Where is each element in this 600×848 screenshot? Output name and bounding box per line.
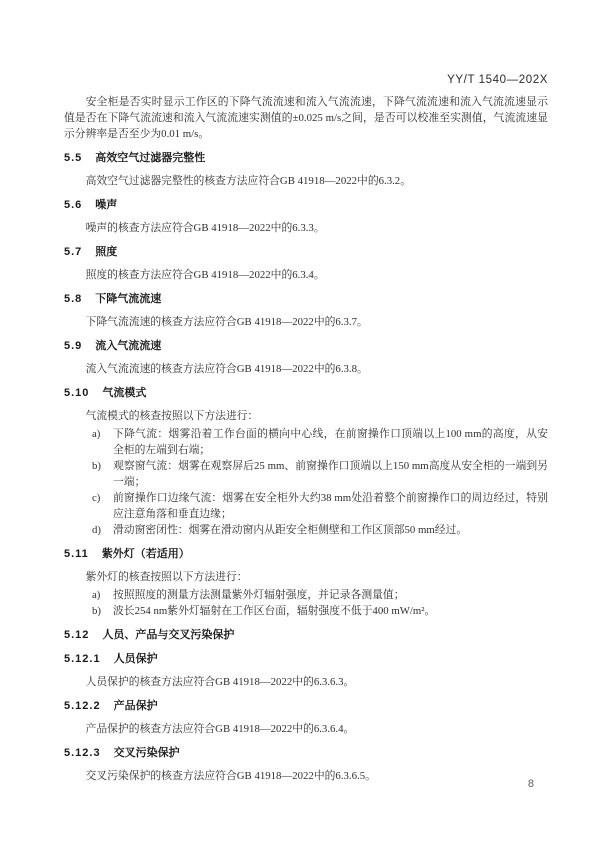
list-item-marker: d)	[92, 524, 101, 536]
section-number: 5.8	[64, 293, 83, 305]
section-paragraph: 紫外灯的核查按照以下方法进行：	[85, 571, 248, 583]
section-number: 5.10	[64, 387, 90, 399]
list-item-text: 按照照度的测量方法测量紫外灯辐射强度，并记录各测量值；	[113, 589, 405, 601]
section-heading-5.12	[64, 627, 548, 643]
section-heading-5.7	[64, 244, 548, 260]
page-number: 8	[527, 778, 534, 790]
section-number: 5.7	[64, 246, 83, 258]
method-list	[64, 587, 548, 619]
section-paragraph: 交叉污染保护的核查方法应符合GB 41918—2022中的6.3.6.5。	[85, 770, 376, 782]
section-paragraph: 流入气流流速的核查方法应符合GB 41918—2022中的6.3.8。	[85, 363, 368, 375]
section-title: 紫外灯（若适用）	[101, 548, 190, 560]
section-heading-5.10	[64, 385, 548, 401]
section-number: 5.12.3	[64, 747, 101, 759]
section-number: 5.12	[64, 629, 90, 641]
list-item	[64, 603, 548, 619]
list-item-text: 下降气流：烟雾沿着工作台面的横向中心线，在前窗操作口顶端以上100 mm的高度，从安全柜的左端到右端；	[113, 428, 548, 456]
list-item-marker: a)	[92, 428, 101, 440]
doc-number: YY/T 1540—202X	[447, 74, 548, 86]
section-heading-5.5	[64, 150, 548, 166]
list-item-marker: c)	[92, 492, 101, 504]
section-number: 5.6	[64, 199, 83, 211]
page-header	[64, 72, 548, 88]
list-item	[64, 522, 548, 538]
section-paragraph: 照度的核查方法应符合GB 41918—2022中的6.3.4。	[85, 269, 325, 281]
section-title: 人员保护	[113, 653, 158, 665]
section-number: 5.5	[64, 152, 83, 164]
section-paragraph: 人员保护的核查方法应符合GB 41918—2022中的6.3.6.3。	[85, 676, 355, 688]
list-item	[64, 458, 548, 490]
section-title: 高效空气过滤器完整性	[95, 152, 206, 164]
list-item-marker: b)	[92, 605, 101, 617]
list-item	[64, 490, 548, 522]
section-paragraph: 高效空气过滤器完整性的核查方法应符合GB 41918—2022中的6.3.2。	[85, 175, 412, 187]
section-title: 产品保护	[113, 700, 158, 712]
section-heading-5.12.2	[64, 698, 548, 714]
list-item-text: 滑动窗密闭性：烟雾在滑动窗内从距安全柜侧壁和工作区顶部50 mm经过。	[113, 524, 468, 536]
section-heading-5.6	[64, 197, 548, 213]
section-paragraph: 气流模式的核查按照以下方法进行：	[85, 410, 259, 422]
section-title: 照度	[95, 246, 118, 258]
section-number: 5.11	[64, 548, 89, 560]
section-paragraph: 下降气流流速的核查方法应符合GB 41918—2022中的6.3.7。	[85, 316, 368, 328]
list-item-text: 观察窗气流：烟雾在观察屏后25 mm、前窗操作口顶端以上150 mm高度从安全柜的一端到另一端；	[113, 460, 548, 488]
section-title: 交叉污染保护	[113, 747, 180, 759]
section-title: 气流模式	[102, 387, 147, 399]
section-heading-5.12.1	[64, 651, 548, 667]
section-heading-5.12.3	[64, 745, 548, 761]
section-number: 5.12.2	[64, 700, 101, 712]
section-title: 噪声	[95, 199, 118, 211]
section-heading-5.8	[64, 291, 548, 307]
section-paragraph: 产品保护的核查方法应符合GB 41918—2022中的6.3.6.4。	[85, 723, 355, 735]
list-item	[64, 587, 548, 603]
list-item-text: 波长254 nm紫外灯辐射在工作区台面，辐射强度不低于400 mW/m²。	[113, 605, 436, 617]
section-heading-5.9	[64, 338, 548, 354]
intro-paragraph: 安全柜是否实时显示工作区的下降气流流速和流入气流流速，下降气流流速和流入气流流速显示值是否在下降气流流速和流入气流流速实测值的±0.025 m/s之间，是否可以校准至实测值，气流流速显示分辨率是否至少为0.01 m/s。	[64, 96, 548, 140]
list-item-text: 前窗操作口边缘气流：烟雾在安全柜外大约38 mm处沿着整个前窗操作口的周边经过，特别应注意角落和垂直边缘；	[113, 492, 548, 520]
section-paragraph: 噪声的核查方法应符合GB 41918—2022中的6.3.3。	[85, 222, 325, 234]
section-number: 5.12.1	[64, 653, 101, 665]
method-list	[64, 426, 548, 538]
list-item-marker: a)	[92, 589, 101, 601]
section-heading-5.11	[64, 546, 548, 562]
section-title: 下降气流流速	[95, 293, 162, 305]
list-item	[64, 426, 548, 458]
sections-container	[64, 150, 548, 784]
section-title: 流入气流流速	[95, 340, 162, 352]
section-number: 5.9	[64, 340, 83, 352]
list-item-marker: b)	[92, 460, 101, 472]
section-title: 人员、产品与交叉污染保护	[102, 629, 235, 641]
